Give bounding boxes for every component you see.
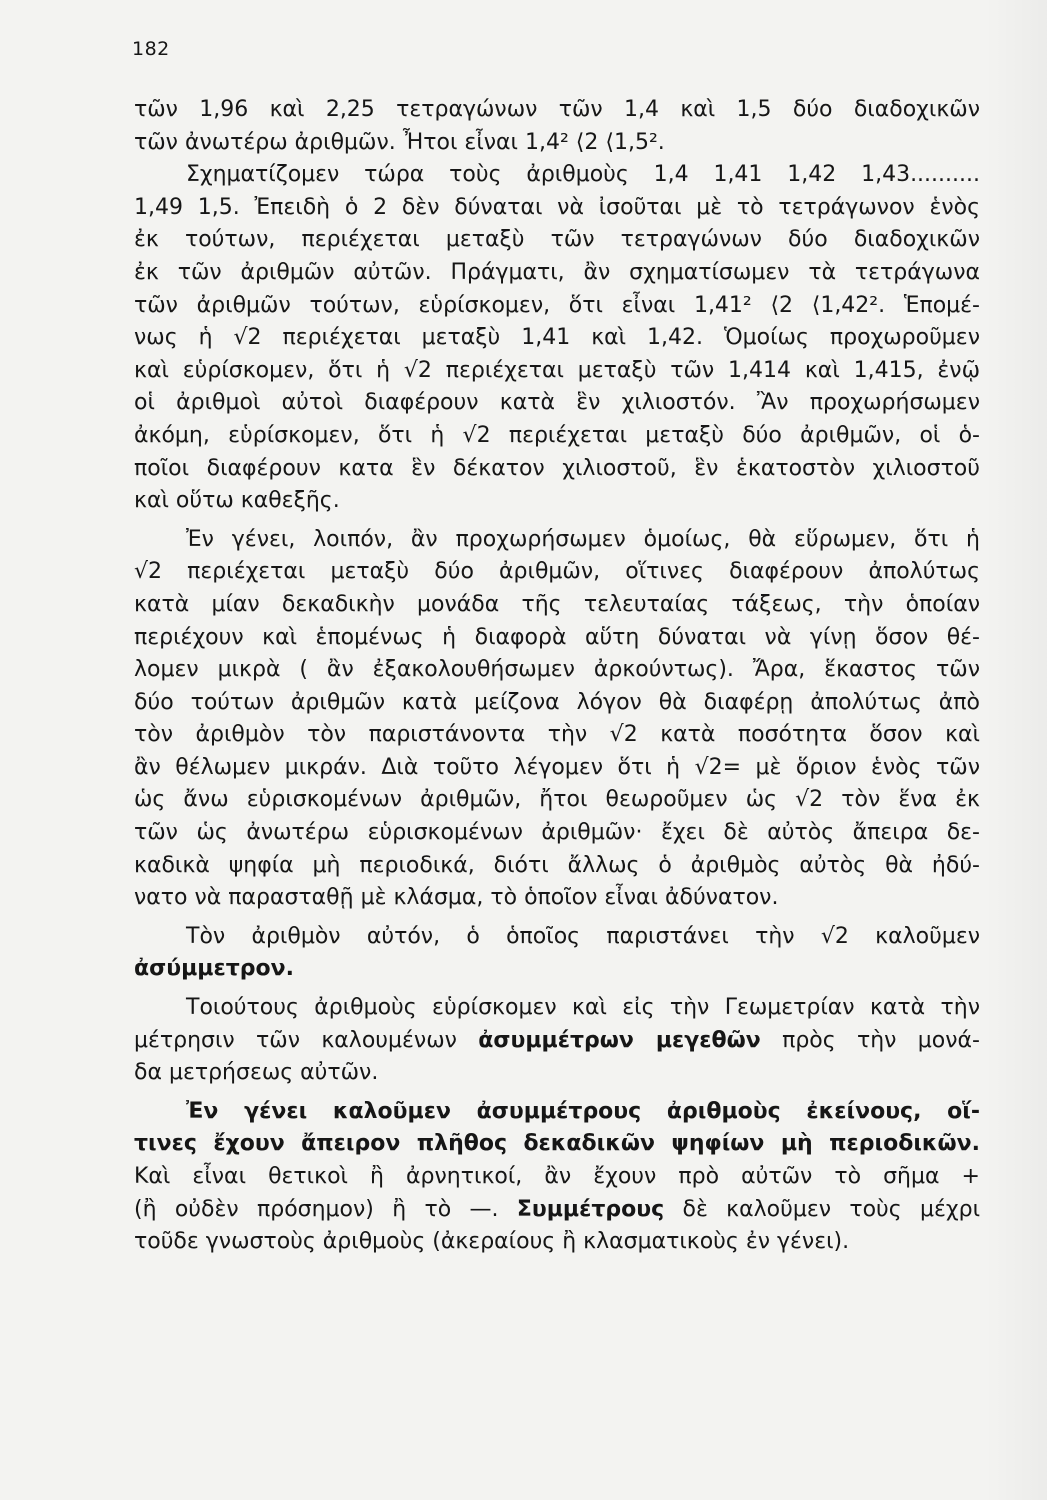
text-line: νατο νὰ παρασταθῇ μὲ κλάσμα, τὸ ὁποῖον εἶναι ἀδύνατον.	[134, 885, 779, 911]
term-asymmetra-megethi: ἀσυμμέτρων μεγεθῶν	[478, 1027, 761, 1053]
page-edge-shadow	[985, 0, 1047, 1500]
term-asymmetron: ἀσύμμετρον.	[134, 956, 294, 982]
text-line: 1,49 1,5. Ἐπειδὴ ὁ 2 δὲν δύναται νὰ ἰσοῦται μὲ τὸ τετράγωνον ἑνὸς	[134, 194, 980, 220]
text-line: ποῖοι διαφέρουν κατα ἓν δέκατον χιλιοστοῦ, ἓν ἑκατοστὸν χιλιοστοῦ	[134, 455, 980, 481]
text-line: νως ἡ √2 περιέχεται μεταξὺ 1,41 καὶ 1,42. Ὁμοίως προχωροῦμεν	[134, 325, 980, 351]
text-line: Σχηματίζομεν τώρα τοὺς ἀριθμοὺς 1,4 1,41 1,42 1,43..........	[186, 162, 980, 188]
text-line: ἂν θέλωμεν μικράν. Διὰ τοῦτο λέγομεν ὅτι ἡ √2= μὲ ὅριον ἑνὸς τῶν	[134, 754, 980, 780]
text-segment: πρὸς τὴν μονά-	[760, 1027, 980, 1053]
text-line: δύο τούτων ἀριθμῶν κατὰ μείζονα λόγον θὰ διαφέρῃ ἀπολύτως ἀπὸ	[134, 689, 980, 715]
text-line: περιέχουν καὶ ἑπομένως ἡ διαφορὰ αὕτη δύναται νὰ γίνῃ ὅσον θέ-	[134, 624, 980, 650]
text-line	[134, 1194, 980, 1227]
text-line: Καὶ εἶναι θετικοὶ ἢ ἀρνητικοί, ἂν ἔχουν πρὸ αὐτῶν τὸ σῆμα +	[134, 1164, 980, 1189]
text-line: καὶ οὕτω καθεξῆς.	[134, 488, 340, 514]
text-line: λομεν μικρὰ ( ἂν ἐξακολουθήσωμεν ἀρκούντως). Ἄρα, ἕκαστος τῶν	[134, 657, 980, 683]
definition-bold-line: τινες ἔχουν ἄπειρον πλῆθος δεκαδικῶν ψηφίων μὴ περιοδικῶν.	[134, 1131, 980, 1157]
text-line	[134, 1025, 980, 1058]
text-line: ἐκ τῶν ἀριθμῶν αὐτῶν. Πράγματι, ἂν σχηματίσωμεν τὰ τετράγωνα	[134, 259, 980, 285]
body-text	[134, 94, 980, 1259]
text-line: ἀκόμη, εὑρίσκομεν, ὅτι ἡ √2 περιέχεται μεταξὺ δύο ἀριθμῶν, οἱ ὁ-	[134, 422, 980, 448]
text-line: οἱ ἀριθμοὶ αὐτοὶ διαφέρουν κατὰ ἓν χιλιοστόν. Ἂν προχωρήσωμεν	[134, 390, 980, 416]
text-line: ἐκ τούτων, περιέχεται μεταξὺ τῶν τετραγώνων δύο διαδοχικῶν	[134, 227, 980, 253]
text-line: τοῦδε γνωστοὺς ἀριθμοὺς (ἀκεραίους ἢ κλασματικοὺς ἐν γένει).	[134, 1229, 850, 1255]
text-line: τῶν ἀνωτέρω ἀριθμῶν. Ἦτοι εἶναι 1,4² ⟨2 ⟨1,5².	[134, 129, 665, 155]
text-segment: δὲ καλοῦμεν τοὺς μέχρι	[664, 1196, 980, 1222]
text-line: τῶν ἀριθμῶν τούτων, εὑρίσκομεν, ὅτι εἶναι 1,41² ⟨2 ⟨1,42². Ἑπομέ-	[134, 292, 980, 318]
text-line: δα μετρήσεως αὐτῶν.	[134, 1060, 379, 1086]
text-line: Τοιούτους ἀριθμοὺς εὑρίσκομεν καὶ εἰς τὴν Γεωμετρίαν κατὰ τὴν	[186, 995, 980, 1021]
page-number: 182	[132, 38, 170, 60]
text-line	[134, 1128, 980, 1161]
text-line	[134, 953, 980, 986]
term-symmetrous: Συμμέτρους	[516, 1196, 665, 1222]
text-line: τῶν ὡς ἀνωτέρω εὑρισκομένων ἀριθμῶν· ἔχει δὲ αὐτὸς ἄπειρα δε-	[134, 820, 980, 846]
text-line: Ἐν γένει, λοιπόν, ἂν προχωρήσωμεν ὁμοίως, θὰ εὕρωμεν, ὅτι ἡ	[186, 526, 980, 552]
text-line: Τὸν ἀριθμὸν αὐτόν, ὁ ὁποῖος παριστάνει τὴν √2 καλοῦμεν	[186, 923, 980, 949]
text-line: √2 περιέχεται μεταξὺ δύο ἀριθμῶν, οἵτινες διαφέρουν ἀπολύτως	[134, 559, 980, 585]
text-line: τῶν 1,96 καὶ 2,25 τετραγώνων τῶν 1,4 καὶ 1,5 δύο διαδοχικῶν	[134, 97, 980, 122]
text-line: κατὰ μίαν δεκαδικὴν μονάδα τῆς τελευταίας τάξεως, τὴν ὁποίαν	[134, 591, 980, 617]
text-line: καδικὰ ψηφία μὴ περιοδικά, διότι ἄλλως ὁ ἀριθμὸς αὐτὸς θὰ ἠδύ-	[134, 852, 980, 878]
text-line: ὡς ἄνω εὑρισκομένων ἀριθμῶν, ἤτοι θεωροῦμεν ὡς √2 τὸν ἕνα ἐκ	[134, 787, 980, 813]
text-line: καὶ εὑρίσκομεν, ὅτι ἡ √2 περιέχεται μεταξὺ τῶν 1,414 καὶ 1,415, ἐνῷ	[134, 357, 980, 383]
text-line: τὸν ἀριθμὸν τὸν παριστάνοντα τὴν √2 κατὰ ποσότητα ὅσον καὶ	[134, 722, 980, 748]
text-segment: (ἢ οὐδὲν πρόσημον) ἢ τὸ —.	[134, 1196, 517, 1222]
text-segment: μέτρησιν τῶν καλουμένων	[134, 1027, 479, 1053]
text-line	[134, 1096, 980, 1129]
definition-bold-line: Ἐν γένει καλοῦμεν ἀσυμμέτρους ἀριθμοὺς ἐκείνους, οἵ-	[186, 1098, 980, 1124]
